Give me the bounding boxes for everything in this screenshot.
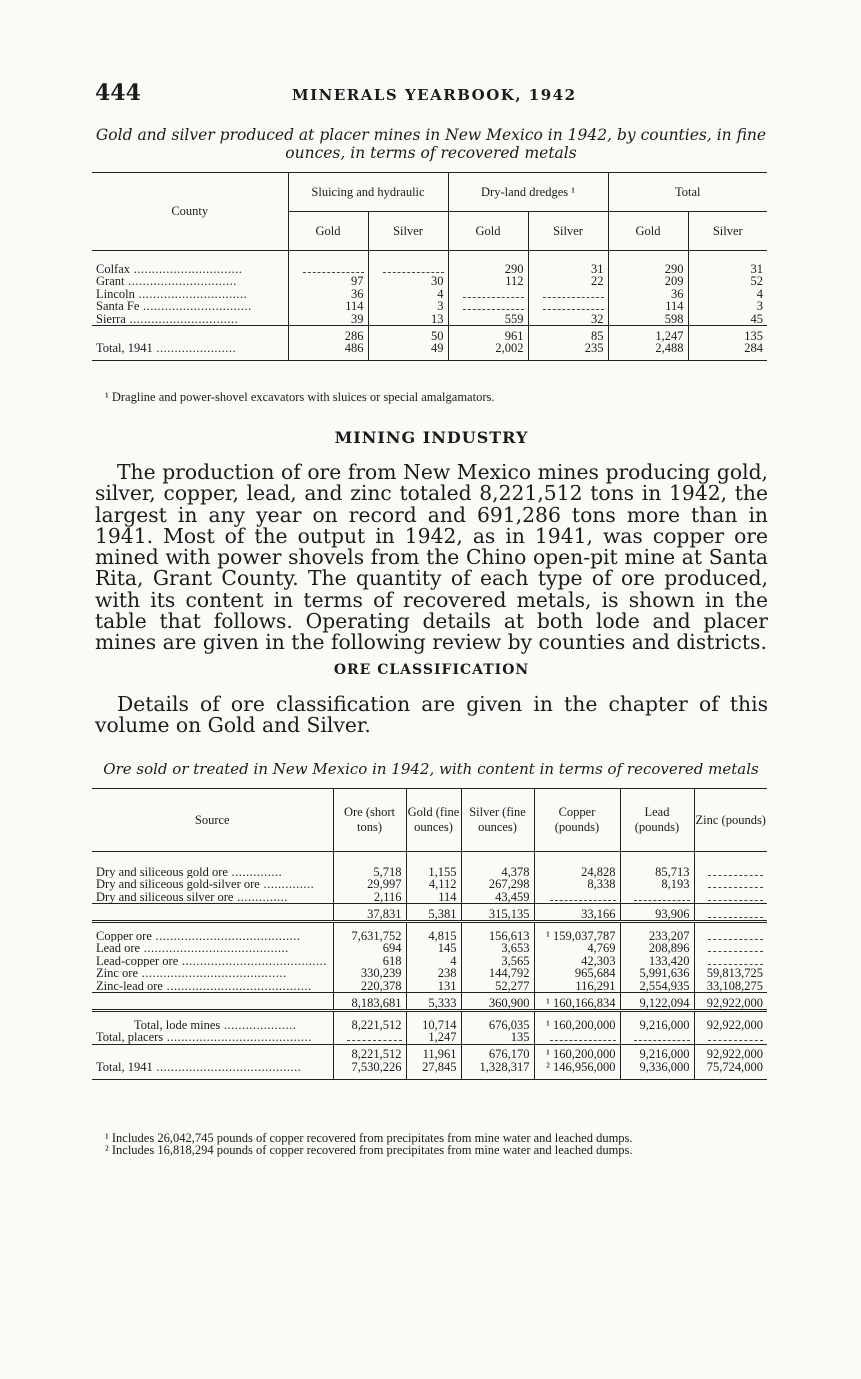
blank-dash (347, 1033, 401, 1041)
total-1941-row (92, 1061, 767, 1074)
table-cell: ² 146,956,000 (534, 1061, 620, 1074)
table-cell: 2,488 (608, 342, 688, 355)
table-cell: 233,207 (620, 930, 694, 943)
mining-industry-paragraph: The production of ore from New Mexico mines producing gold, silver, copper, lead, and zinc totaled 8,221,512 tons in 1942, the largest in any year on record and 691,286 tons more than in 1941. Most of the output in 1942, as in 1941, was copper ore mined with power shovels from the Chino open-pit mine at Santa Rita, Grant County. The quantity of each type of ore produced, with its content in terms of recovered metals, is shown in the table that follows. Operating details at both lode and placer mines are given in the following review by counties and districts. (95, 460, 768, 655)
blank-dash (463, 290, 523, 298)
table-cell: 5,333 (406, 997, 461, 1011)
table-cell: 114 (608, 300, 688, 313)
table-cell: 114 (288, 300, 368, 313)
table-cell: 22 (528, 275, 608, 288)
blank-dash (708, 868, 763, 876)
group-header: Total (608, 173, 767, 212)
leader-dots: .............................. (125, 312, 239, 326)
table-row (92, 275, 767, 288)
row-label: Santa Fe .............................. (92, 300, 288, 313)
table-cell: 290 (608, 263, 688, 276)
column-header: Zinc (pounds) (695, 812, 766, 827)
table-row (92, 891, 767, 904)
table-cell: 209 (608, 275, 688, 288)
table-cell: 2,116 (333, 891, 406, 904)
ore-table (92, 788, 767, 1080)
table-row (92, 942, 767, 955)
table-cell: 676,035 (461, 1019, 534, 1032)
table-cell: 8,193 (620, 878, 694, 891)
leader-dots: .............................. (130, 262, 243, 275)
table-cell: 42,303 (534, 955, 620, 968)
table-cell (528, 288, 608, 301)
table2-footnote: ² Includes 16,818,294 pounds of copper recovered from precipitates from mine water and leached dumps. (105, 1143, 633, 1157)
placer-table (92, 172, 767, 361)
subheader: Silver (368, 212, 448, 251)
table-cell (694, 866, 767, 879)
table-cell: 75,724,000 (706, 1059, 763, 1074)
table-cell: 33,108,275 (694, 980, 767, 993)
group-header: Dry-land dredges ¹ (448, 173, 608, 212)
row-label: Dry and siliceous silver ore .............. (92, 891, 333, 904)
table-cell (534, 891, 620, 904)
table-cell: 1,247 (608, 330, 688, 343)
column-header: Silver (fine ounces) (461, 789, 534, 852)
row-label: Sierra .............................. (92, 313, 288, 326)
table-row (92, 967, 767, 980)
table-cell: 4,378 (461, 866, 534, 879)
blank-dash (463, 302, 523, 310)
table-cell: 24,828 (534, 866, 620, 879)
total-1941-row (92, 342, 767, 355)
blank-dash (303, 265, 363, 273)
table-cell: 9,216,000 (620, 1019, 694, 1032)
row-label (92, 908, 333, 922)
table-cell (620, 891, 694, 904)
subheader: Silver (528, 212, 608, 251)
leader-dots: .................... (220, 1018, 297, 1031)
table-cell: 10,714 (406, 1019, 461, 1032)
leader-dots: ........................................ (162, 979, 312, 993)
table-cell: 31 (750, 261, 763, 276)
table-row (92, 300, 767, 313)
table-cell: 39 (288, 313, 368, 326)
table-cell: 965,684 (534, 967, 620, 980)
blank-dash (708, 910, 763, 918)
table-cell (694, 908, 767, 922)
blank-dash (543, 290, 603, 298)
table-cell: 93,906 (620, 908, 694, 922)
table-cell: 4 (368, 288, 448, 301)
table-cell: 4 (756, 286, 763, 301)
table-cell: 9,216,000 (620, 1048, 694, 1061)
column-header: Copper (pounds) (534, 789, 620, 852)
table-cell: 135 (744, 328, 763, 343)
row-label: Zinc-lead ore ........................................ (92, 980, 333, 993)
table-cell: 238 (406, 967, 461, 980)
subheader: Gold (608, 212, 688, 251)
table-cell: 235 (528, 342, 608, 355)
leader-dots: .............................. (139, 300, 252, 313)
leader-dots: .............................. (124, 275, 237, 288)
table-cell: 133,420 (620, 955, 694, 968)
table-cell: ¹ 160,200,000 (534, 1048, 620, 1061)
blank-dash (634, 893, 689, 901)
table-cell: 112 (448, 275, 528, 288)
row-label: Total, lode mines .................... (92, 1019, 333, 1032)
running-head: MINERALS YEARBOOK, 1942 (292, 86, 577, 104)
table-cell: 2,002 (448, 342, 528, 355)
table-row (92, 980, 767, 993)
table-cell: 92,922,000 (706, 1047, 763, 1061)
blank-dash (708, 957, 763, 965)
blank-dash (550, 1033, 615, 1041)
table-cell: 5,991,636 (620, 967, 694, 980)
table-cell (448, 300, 528, 313)
table-cell: 618 (333, 955, 406, 968)
table-cell: 49 (368, 342, 448, 355)
mining-industry-heading: MINING INDUSTRY (334, 428, 529, 447)
table-cell: 5,718 (333, 866, 406, 879)
table-cell: 156,613 (461, 930, 534, 943)
table-cell: 4,815 (406, 930, 461, 943)
ore-classification-paragraph: Details of ore classification are given in the chapter of this volume on Gold and Silver. (95, 692, 768, 738)
blank-dash (383, 265, 443, 273)
leader-dots: ........................................ (138, 967, 287, 980)
blank-dash (708, 1033, 763, 1041)
table-cell: 13 (368, 313, 448, 326)
table-cell: 92,922,000 (706, 1017, 763, 1032)
table-cell: 45 (688, 313, 767, 326)
table-cell: 4,112 (406, 878, 461, 891)
subheader: Silver (712, 223, 743, 238)
leader-dots: ........................................ (151, 929, 301, 942)
row-label: Lincoln .............................. (92, 288, 288, 301)
subtotal-row (92, 997, 767, 1011)
table-cell: 92,922,000 (694, 997, 767, 1011)
table-cell: 360,900 (461, 997, 534, 1011)
leader-dots: ........................................ (178, 954, 327, 967)
row-label: Total, 1941 ........................................ (92, 1061, 333, 1074)
table-cell: 220,378 (333, 980, 406, 993)
table-cell: 114 (406, 891, 461, 904)
leader-dots: .............................. (134, 287, 248, 300)
row-label: Zinc ore ........................................ (92, 967, 333, 980)
leader-dots: .............. (227, 865, 283, 878)
leader-dots: ........................................ (140, 942, 289, 955)
subheader: Gold (288, 212, 368, 251)
row-label (92, 1048, 333, 1061)
page-number: 444 (95, 80, 141, 106)
table-cell: 7,530,226 (333, 1061, 406, 1074)
blank-dash (634, 1033, 689, 1041)
row-label: Copper ore ........................................ (92, 930, 333, 943)
table-cell (448, 288, 528, 301)
table-row (92, 878, 767, 891)
table-cell: 52 (750, 274, 763, 288)
row-label (92, 330, 288, 343)
blank-dash (543, 302, 603, 310)
blank-dash (708, 932, 763, 940)
column-header: Gold (fine ounces) (406, 789, 461, 852)
row-label: Total, placers ........................................ (92, 1031, 333, 1044)
table-cell: 2,554,935 (620, 980, 694, 993)
table-cell (694, 891, 767, 904)
table-cell: 1,328,317 (461, 1061, 534, 1074)
table-cell: 284 (744, 341, 763, 355)
table-cell: 9,336,000 (620, 1061, 694, 1074)
leader-dots: ........................................ (163, 1031, 312, 1044)
table-cell: 961 (448, 330, 528, 343)
leader-dots: ........................................ (152, 1060, 302, 1073)
table-cell: 676,170 (461, 1048, 534, 1061)
table-cell (694, 942, 767, 955)
table-cell: 486 (288, 342, 368, 355)
table-cell: 4,769 (534, 942, 620, 955)
table-cell: ¹ 160,166,834 (534, 997, 620, 1011)
blank-dash (708, 893, 763, 901)
table-cell: 43,459 (461, 891, 534, 904)
table-cell: 3,653 (461, 942, 534, 955)
subheader: Gold (448, 212, 528, 251)
table-cell: 3 (368, 300, 448, 313)
source-header: Source (92, 789, 333, 852)
table-cell: 11,961 (406, 1048, 461, 1061)
table-cell: 208,896 (620, 942, 694, 955)
table-cell: 85,713 (620, 866, 694, 879)
table-cell (620, 1031, 694, 1044)
row-label: Lead ore ........................................ (92, 942, 333, 955)
row-label: Lead-copper ore ........................................ (92, 955, 333, 968)
column-header: Ore (short tons) (333, 789, 406, 852)
leader-dots: .............. (259, 878, 315, 891)
table-cell: 290 (448, 263, 528, 276)
row-label: Dry and siliceous gold-silver ore .............. (92, 878, 333, 891)
grand-total-row (92, 1048, 767, 1061)
table-row (92, 313, 767, 326)
table-cell (333, 1031, 406, 1044)
table-cell: 97 (288, 275, 368, 288)
table-cell: 144,792 (461, 967, 534, 980)
table-cell (694, 878, 767, 891)
placers-row (92, 1031, 767, 1044)
table-cell: 52,277 (461, 980, 534, 993)
table1-caption: Gold and silver produced at placer mines in New Mexico in 1942, by counties, in fine ounces, in terms of recovered metals (95, 126, 767, 162)
table-cell: 330,239 (333, 967, 406, 980)
blank-dash (708, 880, 763, 888)
table-cell: 27,845 (406, 1061, 461, 1074)
leader-dots: .............. (233, 890, 288, 904)
table-cell: 3,565 (461, 955, 534, 968)
table-cell: 559 (448, 313, 528, 326)
table2-caption: Ore sold or treated in New Mexico in 1942, with content in terms of recovered metals (103, 760, 759, 778)
row-label: Total, 1941 ...................... (92, 342, 288, 355)
table-cell: 30 (368, 275, 448, 288)
table-cell: 9,122,094 (620, 997, 694, 1011)
table-cell (534, 1031, 620, 1044)
row-label: Dry and siliceous gold ore .............. (92, 866, 333, 879)
subtotal-row (92, 908, 767, 922)
table-cell: 33,166 (534, 908, 620, 922)
table-cell: 3 (756, 299, 763, 313)
table-cell: 8,221,512 (333, 1019, 406, 1032)
table-cell: 267,298 (461, 878, 534, 891)
table-cell: ¹ 159,037,787 (534, 930, 620, 943)
table-cell (694, 930, 767, 943)
table-cell: 135 (461, 1031, 534, 1044)
table-cell: 8,183,681 (333, 997, 406, 1011)
county-header: County (92, 173, 288, 251)
table-cell: 694 (333, 942, 406, 955)
table-cell: 36 (608, 288, 688, 301)
table-cell: 85 (528, 330, 608, 343)
table-cell: 32 (528, 313, 608, 326)
table-cell: 4 (406, 955, 461, 968)
table-cell: ¹ 160,200,000 (534, 1019, 620, 1032)
table-cell: 37,831 (333, 908, 406, 922)
leader-dots: ...................... (152, 342, 237, 355)
group-header: Sluicing and hydraulic (288, 173, 448, 212)
table-cell: 31 (528, 263, 608, 276)
table-cell: 131 (406, 980, 461, 993)
table2-footnote: ¹ Includes 26,042,745 pounds of copper recovered from precipitates from mine water and leached dumps. (105, 1131, 633, 1145)
table-cell: 1,155 (406, 866, 461, 879)
row-label (92, 997, 333, 1011)
table-cell (528, 300, 608, 313)
table-cell: 5,381 (406, 908, 461, 922)
table-cell: 116,291 (534, 980, 620, 993)
table-cell: 59,813,725 (706, 966, 763, 980)
ore-classification-heading: ORE CLASSIFICATION (333, 662, 530, 678)
blank-dash (550, 893, 615, 901)
table-cell: 29,997 (333, 878, 406, 891)
row-label: Colfax .............................. (92, 263, 288, 276)
table-cell: 315,135 (461, 908, 534, 922)
table-cell: 1,247 (406, 1031, 461, 1044)
table-cell: 145 (406, 942, 461, 955)
table-cell: 50 (368, 330, 448, 343)
row-label: Grant .............................. (92, 275, 288, 288)
table-cell: 598 (608, 313, 688, 326)
table-cell: 8,221,512 (333, 1048, 406, 1061)
table-cell: 8,338 (534, 878, 620, 891)
blank-dash (708, 944, 763, 952)
table-cell: 7,631,752 (333, 930, 406, 943)
table-cell (694, 1031, 767, 1044)
table-cell: 36 (288, 288, 368, 301)
table1-footnote: ¹ Dragline and power-shovel excavators with sluices or special amalgamators. (105, 390, 495, 404)
table-cell: 286 (288, 330, 368, 343)
column-header: Lead (pounds) (620, 789, 694, 852)
